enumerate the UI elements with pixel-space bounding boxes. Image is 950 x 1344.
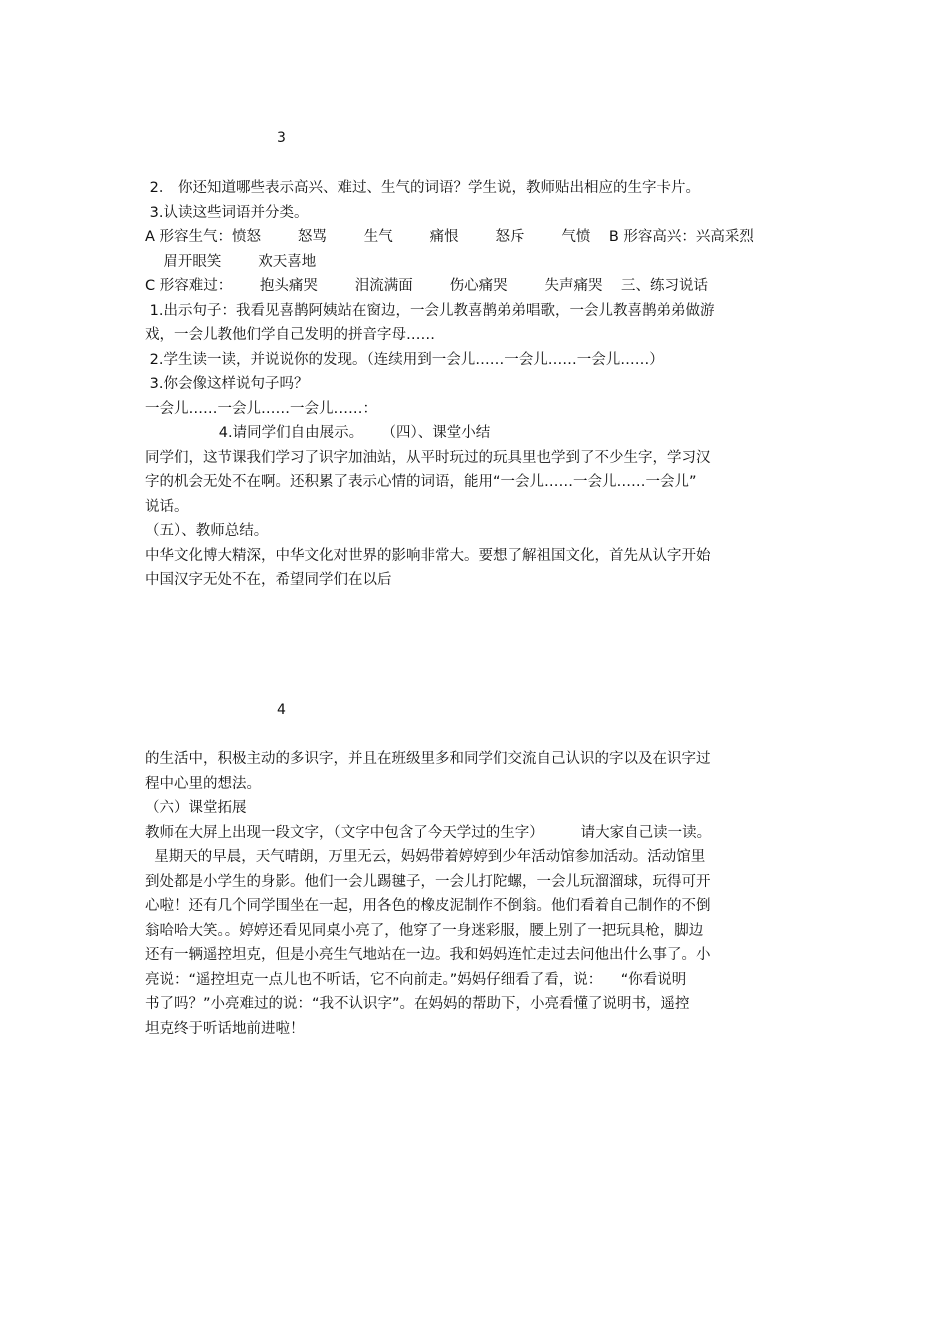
text-line: 到处都是小学生的身影。他们一会儿踢毽子，一会儿打陀螺，一会儿玩溜溜球，玩得可开 xyxy=(145,873,711,890)
text-line: 翁哈哈大笑。。婷婷还看见同桌小亮了，他穿了一身迷彩服，腰上别了一把玩具枪，脚边 xyxy=(145,922,704,939)
text-line: 1.出示句子：我看见喜鹊阿姨站在窗边，一会儿教喜鹊弟弟唱歌，一会儿教喜鹊弟弟做游 xyxy=(145,302,715,319)
text-line: 星期天的早晨，天气晴朗，万里无云，妈妈带着婷婷到少年活动馆参加活动。活动馆里 xyxy=(145,849,706,865)
text-line: C 形容难过： 抱头痛哭 泪流满面 伤心痛哭 失声痛哭 三、练习说话 xyxy=(145,278,708,294)
text-line: 书了吗？”小亮难过的说：“我不认识字”。在妈妈的帮助下，小亮看懂了说明书，遥控 xyxy=(145,996,690,1012)
lesson-section-3 xyxy=(145,176,810,593)
text-line: 4.请同学们自由展示。 （四）、课堂小结 xyxy=(145,425,491,441)
text-line: 中国汉字无处不在，希望同学们在以后 xyxy=(145,572,392,588)
text-line: 心啦！还有几个同学围坐在一起，用各色的橡皮泥制作不倒翁。他们看着自己制作的不倒 xyxy=(145,898,711,914)
text-line: 亮说：“遥控坦克一点儿也不听话，它不向前走。”妈妈仔细看了看，说： “你看说明 xyxy=(145,971,687,988)
text-line: 中华文化博大精深，中华文化对世界的影响非常大。要想了解祖国文化，首先从认字开始 xyxy=(145,547,711,564)
lesson-section-4 xyxy=(145,747,810,1041)
text-line: 眉开眼笑 欢天喜地 xyxy=(145,253,317,270)
text-line: 3.认读这些词语并分类。 xyxy=(145,204,309,221)
text-line: 的生活中，积极主动的多识字，并且在班级里多和同学们交流自己认识的字以及在识字过 xyxy=(145,751,711,767)
page-number: 4 xyxy=(277,702,286,718)
text-line: A 形容生气：愤怒 怒骂 生气 痛恨 怒斥 气愤 B 形容高兴：兴高采烈 xyxy=(145,229,754,245)
text-line: 程中心里的想法。 xyxy=(145,775,261,792)
text-line: 戏，一会儿教他们学自己发明的拼音字母…… xyxy=(145,327,435,343)
text-line: 坦克终于听话地前进啦！ xyxy=(145,1020,305,1037)
text-line: （六）课堂拓展 xyxy=(145,800,247,816)
text-line: 一会儿……一会儿……一会儿……： xyxy=(145,400,377,417)
page-number: 3 xyxy=(277,130,286,146)
text-line: 2.学生读一读，并说说你的发现。（连续用到一会儿……一会儿……一会儿……） xyxy=(145,351,664,368)
text-line: 说话。 xyxy=(145,498,189,515)
text-line: 教师在大屏上出现一段文字，（文字中包含了今天学过的生字） 请大家自己读一读。 xyxy=(145,824,712,841)
text-line: 字的机会无处不在啊。还积累了表示心情的词语，能用“一会儿……一会儿……一会儿” xyxy=(145,474,697,490)
text-line: 3.你会像这样说句子吗？ xyxy=(145,376,309,392)
text-line: 还有一辆遥控坦克，但是小亮生气地站在一边。我和妈妈连忙走过去问他出什么事了。小 xyxy=(145,947,711,963)
text-line: 同学们，这节课我们学习了识字加油站，从平时玩过的玩具里也学到了不少生字，学习汉 xyxy=(145,449,711,466)
text-line: （五）、教师总结。 xyxy=(145,523,269,539)
text-line: 2． 你还知道哪些表示高兴、难过、生气的词语？学生说，教师贴出相应的生字卡片。 xyxy=(145,180,700,196)
